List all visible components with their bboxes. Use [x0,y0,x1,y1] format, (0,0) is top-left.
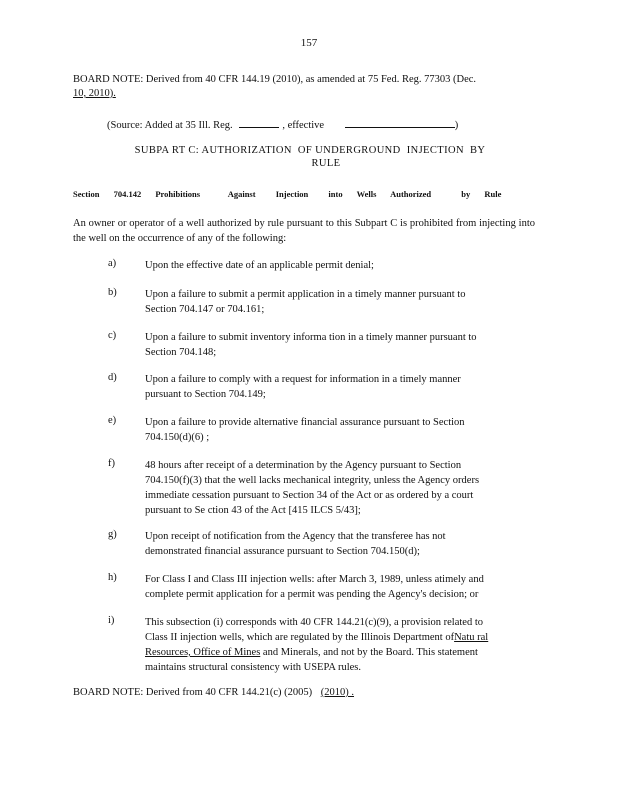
item-text: This subsection (i) corresponds with 40 CFR 144.21(c)(9), a provision related to Class II injection wells, which are regulated by the Illinois Department ofNatu ral Resources, Office of Mines and Minerals, and not by the Board. This statement maintains structural consistency with USEPA rules. [145,617,489,673]
item-label: a) [108,258,117,269]
item-label: d) [108,372,117,383]
intro-paragraph: An owner or operator of a well authorized by rule pursuant to this Subpart C is prohibited from injecting into the well on the occurrence of any of the following: [73,218,535,244]
page-number: 157 [300,37,318,49]
item-text: For Class I and Class III injection wells: after March 3, 1989, unless atimely and complete permit application for a permit was pending the Agency's decision; or [145,574,484,600]
section-label: Section [73,189,100,199]
section-title-word: by [461,189,471,199]
effective-date-blank [345,117,455,128]
section-number: 704.142 [113,189,142,199]
section-title-word: Injection [275,189,309,199]
section-title-word: Rule [484,189,502,199]
item-label: f) [108,458,115,469]
item-text: Upon the effective date of an applicable permit denial; [145,260,374,271]
source-suffix: ) [454,120,459,131]
item-text: Upon receipt of notification from the Agency that the transferee has not demonstrated financial assurance pursuant to Section 704.150(d); [145,531,446,557]
item-text: Upon a failure to submit a permit application in a timely manner pursuant to Section 704.147 or 704.161; [145,289,466,315]
board-note-top-amendment: 10, 2010). [73,88,116,99]
section-title-word: Authorized [390,189,432,199]
subpart-heading-line2: RULE [311,158,341,169]
item-label: e) [108,415,117,426]
board-note-top-text: BOARD NOTE: Derived from 40 CFR 144.19 (2010), as amended at 75 Fed. Reg. 77303 (Dec. [73,74,477,85]
source-line [107,117,527,131]
source-prefix: (Source: Added at 35 Ill. Reg. [107,120,233,131]
board-note-bottom-text: BOARD NOTE: Derived from 40 CFR 144.21(c) (2005) [73,687,313,698]
item-label: g) [108,529,117,540]
item-label: i) [108,615,115,626]
board-note-bottom-amendment: (2010) . [320,687,355,698]
item-text: Upon a failure to provide alternative financial assurance pursuant to Section 704.150(d)(6) ; [145,417,465,443]
item-label: b) [108,287,117,298]
board-note-top [73,73,535,101]
item-text: Upon a failure to comply with a request for information in a timely manner pursuant to Section 704.149; [145,374,461,400]
section-title-word: Against [227,189,256,199]
subpart-heading-line1: SUBPA RT C: AUTHORIZATION OF UNDERGROUND INJECTION BY [134,145,486,156]
section-title-word: into [328,189,343,199]
item-label: h) [108,572,117,583]
item-text: 48 hours after receipt of a determination by the Agency pursuant to Section 704.150(f)(3) that the well lacks mechanical integrity, unless the Agency orders immediate cessation pursuant to Section 34 of the Act or as ordered by a court pursuant to Se ction 43 of the Act [415 ILCS 5/43]; [145,460,480,516]
subpart-heading [110,144,510,170]
item-label: c) [108,330,117,341]
board-note-bottom [73,686,535,700]
register-blank [239,117,279,128]
source-middle: , effective [282,120,325,131]
section-title-word: Prohibitions [155,189,201,199]
section-heading [73,189,535,199]
item-text: Upon a failure to submit inventory informa tion in a timely manner pursuant to Section 704.148; [145,332,477,358]
section-title-word: Wells [356,189,377,199]
